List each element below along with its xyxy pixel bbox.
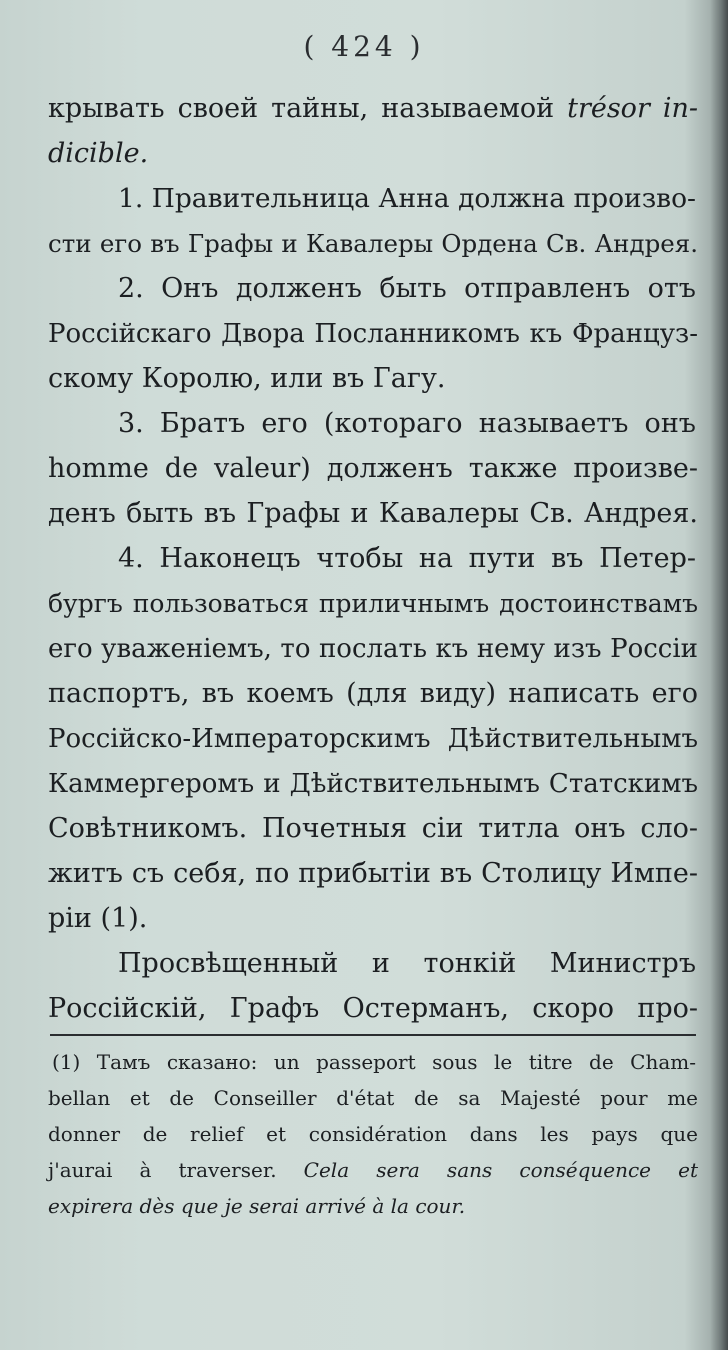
footnote-line — [48, 1154, 698, 1187]
text-run: Россійско-Императорскимъ Дѣйствительнымъ — [48, 724, 698, 754]
text-run: 3. Братъ его (котораго называетъ онъ — [118, 408, 696, 439]
text-run: паспортъ, въ коемъ (для виду) написать его — [48, 678, 698, 709]
text-run: житъ съ себя, по прибытіи въ Столицу Импе- — [48, 858, 698, 889]
text-run: j'aurai à traverser. — [48, 1158, 304, 1182]
text-line — [118, 405, 696, 443]
text-line — [48, 450, 698, 488]
text-run: Россійскаго Двора Посланникомъ къ Француз- — [48, 319, 698, 349]
text-line — [118, 540, 696, 578]
text-line — [48, 900, 698, 938]
text-run: скому Королю, или въ Гагу. — [48, 363, 446, 394]
footnote-line — [48, 1190, 698, 1223]
text-run-italic: trésor in- — [567, 93, 698, 124]
text-line — [118, 945, 696, 983]
text-run: Россійскій, Графъ Остерманъ, скоро про- — [48, 993, 698, 1024]
footnote-rule — [50, 1034, 696, 1036]
text-run: денъ быть въ Графы и Кавалеры Св. Андрея. — [48, 498, 698, 529]
text-run: ріи (1). — [48, 903, 148, 934]
footnote-line — [48, 1082, 698, 1115]
text-line — [48, 675, 698, 713]
text-run-italic: dicible. — [48, 138, 149, 169]
text-run: сти его въ Графы и Кавалеры Ордена Св. Андрея. — [48, 229, 698, 258]
text-line — [48, 360, 698, 398]
text-run: Каммергеромъ и Дѣйствительнымъ Статскимъ — [48, 769, 698, 799]
text-run: 2. Онъ долженъ быть отправленъ отъ — [118, 273, 696, 304]
text-run-italic: expirera dès que je serai arrivé à la cour. — [48, 1194, 466, 1218]
text-line — [48, 630, 698, 668]
text-run: (1) Тамъ сказано: un passeport sous le titre de Cham- — [52, 1050, 696, 1074]
text-line — [118, 270, 696, 308]
text-run-italic: Cela sera sans conséquence et — [303, 1158, 699, 1182]
text-line — [48, 315, 698, 353]
text-line — [48, 225, 698, 263]
text-line — [118, 180, 696, 218]
text-line — [48, 90, 698, 128]
text-line — [48, 990, 698, 1028]
text-line — [48, 135, 698, 173]
footnote-line — [52, 1046, 696, 1079]
text-line — [48, 810, 698, 848]
text-run: bellan et de Conseiller d'état de sa Majesté pour me — [48, 1086, 698, 1110]
footnote-line — [48, 1118, 698, 1151]
text-run: donner de relief et considération dans les pays que — [48, 1122, 698, 1146]
text-run: бургъ пользоваться приличнымъ достоинствамъ — [48, 589, 698, 618]
page-edge-shadow — [710, 0, 728, 1350]
page-number: ( 424 ) — [303, 30, 425, 63]
text-run: крывать своей тайны, называемой — [48, 93, 568, 124]
text-line — [48, 720, 698, 758]
text-line — [48, 855, 698, 893]
text-run: Совѣтникомъ. Почетныя сіи титла онъ сло- — [48, 813, 698, 844]
text-line — [48, 765, 698, 803]
text-line — [48, 585, 698, 623]
text-line — [48, 495, 698, 533]
text-run: Просвѣщенный и тонкій Министръ — [118, 948, 696, 979]
text-run: 1. Правительница Анна должна произво- — [118, 183, 696, 214]
text-run: 4. Наконецъ чтобы на пути въ Петер- — [118, 543, 696, 574]
text-run: homme de valeur) долженъ также произве- — [48, 453, 698, 484]
text-run: его уваженіемъ, то послать къ нему изъ Россіи — [48, 634, 698, 664]
